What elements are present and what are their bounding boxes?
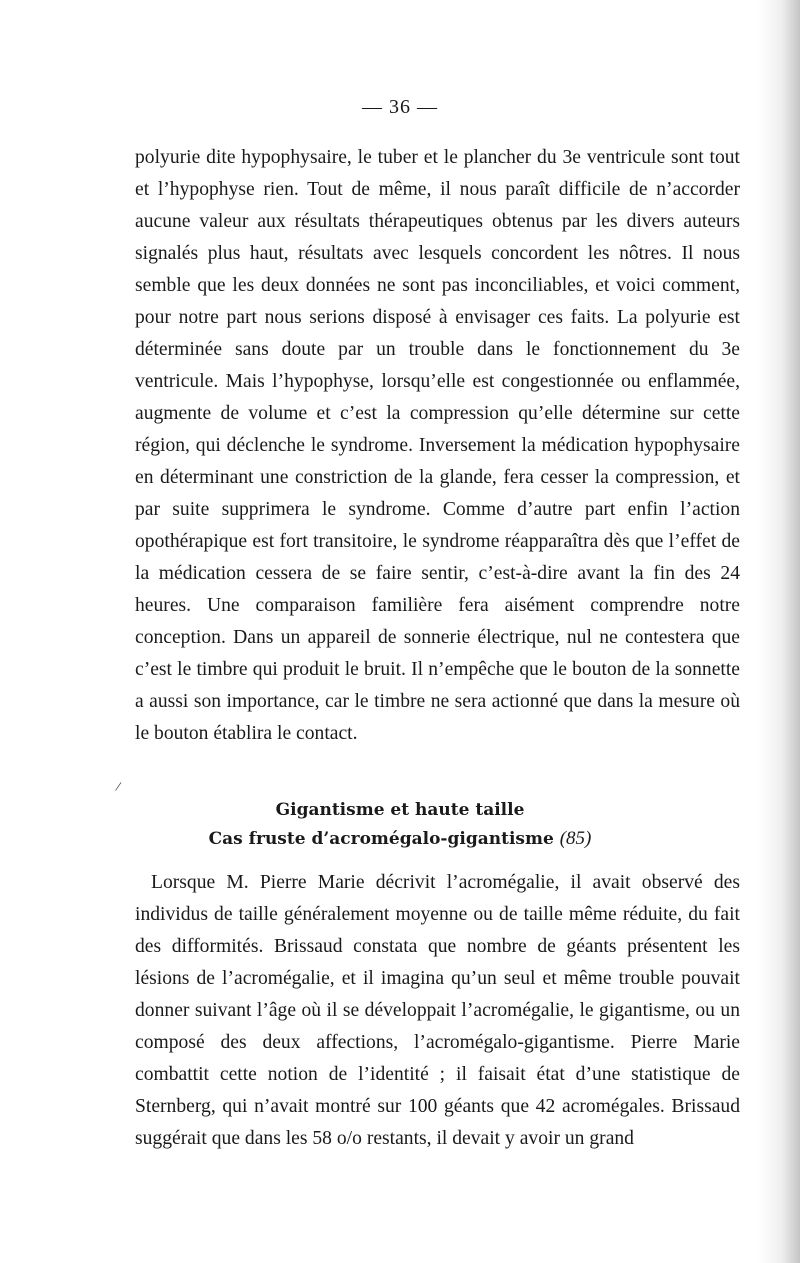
page-edge-shadow (758, 0, 800, 1263)
section-subtitle-line (0, 828, 800, 850)
section-reference: (85) (559, 828, 592, 849)
section-subtitle: Cas fruste d’acromégalo-gigantisme (208, 829, 554, 849)
page-number: — 36 — (362, 96, 438, 118)
body-paragraph-1: polyurie dite hypophysaire, le tuber et le plancher du 3e ventricule sont tout et l’hypophyse rien. Tout de même, il nous paraît difficile de n’accorder aucune valeur aux résultats thérapeutiques obtenus par les divers auteurs signalés plus haut, résultats avec lesquels concordent les nôtres. Il nous semble que les deux données ne sont pas inconciliables, et voici comment, pour notre part nous serions disposé à envisager ces faits. La polyurie est déterminée sans doute par un trouble dans le fonctionnement du 3e ventricule. Mais l’hypophyse, lorsqu’elle est congestionnée ou enflammée, augmente de volume et c’est la compression qu’elle détermine sur cette région, qui déclenche le syndrome. Inversement la médication hypophysaire en déterminant une constriction de la glande, fera cesser la compression, et par suite supprimera le syndrome. Comme d’autre part enfin l’action opothérapique est fort transitoire, le syndrome réapparaîtra dès que l’effet de la médication cessera de se faire sentir, c’est-à-dire avant la fin des 24 heures. Une comparaison familière fera aisément comprendre notre conception. Dans un appareil de sonnerie électrique, nul ne contestera que c’est le timbre qui produit le bruit. Il n’empêche que le bouton de la sonnette a aussi son importance, car le timbre ne sera actionné que dans la mesure où le bouton établira le contact. (135, 147, 740, 744)
body-paragraph-2: Lorsque M. Pierre Marie décrivit l’acromégalie, il avait observé des individus de taille généralement moyenne ou de taille même réduite, du fait des difformités. Brissaud constata que nombre de géants présentent les lésions de l’acromégalie, et il imagina qu’un seul et même trouble pouvait donner suivant l’âge où il se développait l’acromégalie, le gigantisme, ou un composé des deux affections, l’acromégalo-gigantisme. Pierre Marie combattit cette notion de l’identité ; il faisait état d’une statistique de Sternberg, qui n’avait montré sur 100 géants que 42 acromégales. Brissaud suggérait que dans les 58 o/o restants, il devait y avoir un grand (135, 872, 740, 1149)
stray-ink-mark: / (114, 779, 122, 796)
section-title: Gigantisme et haute taille (275, 800, 525, 820)
